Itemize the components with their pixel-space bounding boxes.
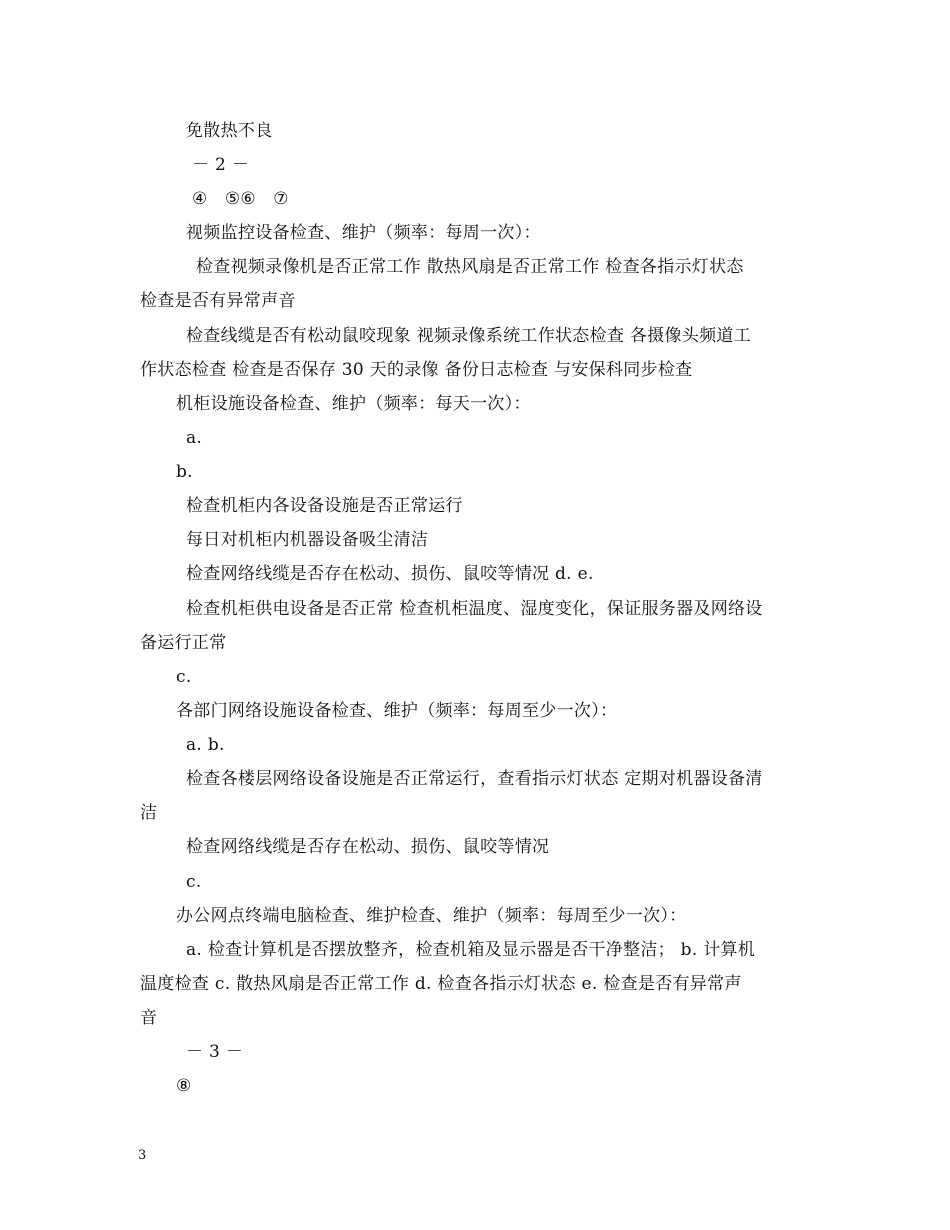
section-heading: 各部门网络设施设备检查、维护（频率：每周至少一次）：	[176, 701, 618, 721]
page-marker: － 3 －	[186, 1042, 244, 1062]
text-line: 每日对机柜内机器设备吸尘清洁	[186, 530, 429, 550]
list-marker: a.	[186, 428, 203, 448]
list-marker: a. b.	[186, 735, 225, 755]
text-line: 检查网络线缆是否存在松动、损伤、鼠咬等情况	[186, 837, 550, 857]
text-line: 温度检查 c. 散热风扇是否正常工作 d. 检查各指示灯状态 e. 检查是否有异常声	[140, 974, 742, 994]
text-line: 作状态检查 检查是否保存 30 天的录像 备份日志检查 与安保科同步检查	[140, 360, 693, 380]
circled-numbers: ④ ⑤⑥ ⑦	[192, 189, 289, 209]
section-heading: 机柜设施设备检查、维护（频率：每天一次）：	[176, 394, 531, 414]
list-marker: c.	[186, 872, 202, 892]
list-marker: b.	[176, 462, 193, 482]
section-heading: 办公网点终端电脑检查、维护检查、维护（频率：每周至少一次）：	[176, 906, 687, 926]
text-line: 检查各楼层网络设备设施是否正常运行，查看指示灯状态 定期对机器设备清	[186, 769, 763, 789]
section-heading: 视频监控设备检查、维护（频率：每周一次）：	[186, 223, 541, 243]
page-number: 3	[138, 1148, 147, 1163]
text-line: 检查机柜供电设备是否正常 检查机柜温度、湿度变化，保证服务器及网络设	[186, 599, 763, 619]
text-line: a. 检查计算机是否摆放整齐，检查机箱及显示器是否干净整洁； b. 计算机	[186, 940, 756, 960]
text-line: 音	[140, 1008, 158, 1028]
list-marker: c.	[176, 667, 192, 687]
circled-number: ⑧	[176, 1076, 192, 1096]
page-marker: － 2 －	[192, 155, 250, 175]
text-line: 检查是否有异常声音	[140, 291, 296, 311]
text-line: 检查网络线缆是否存在松动、损伤、鼠咬等情况 d. e.	[186, 564, 594, 584]
text-line: 检查视频录像机是否正常工作 散热风扇是否正常工作 检查各指示灯状态	[196, 257, 744, 277]
text-line: 备运行正常	[140, 633, 227, 653]
text-line: 检查线缆是否有松动鼠咬现象 视频录像系统工作状态检查 各摄像头频道工	[186, 326, 752, 346]
text-line: 检查机柜内各设备设施是否正常运行	[186, 496, 463, 516]
text-line: 免散热不良	[186, 121, 273, 141]
text-line: 洁	[140, 803, 158, 823]
